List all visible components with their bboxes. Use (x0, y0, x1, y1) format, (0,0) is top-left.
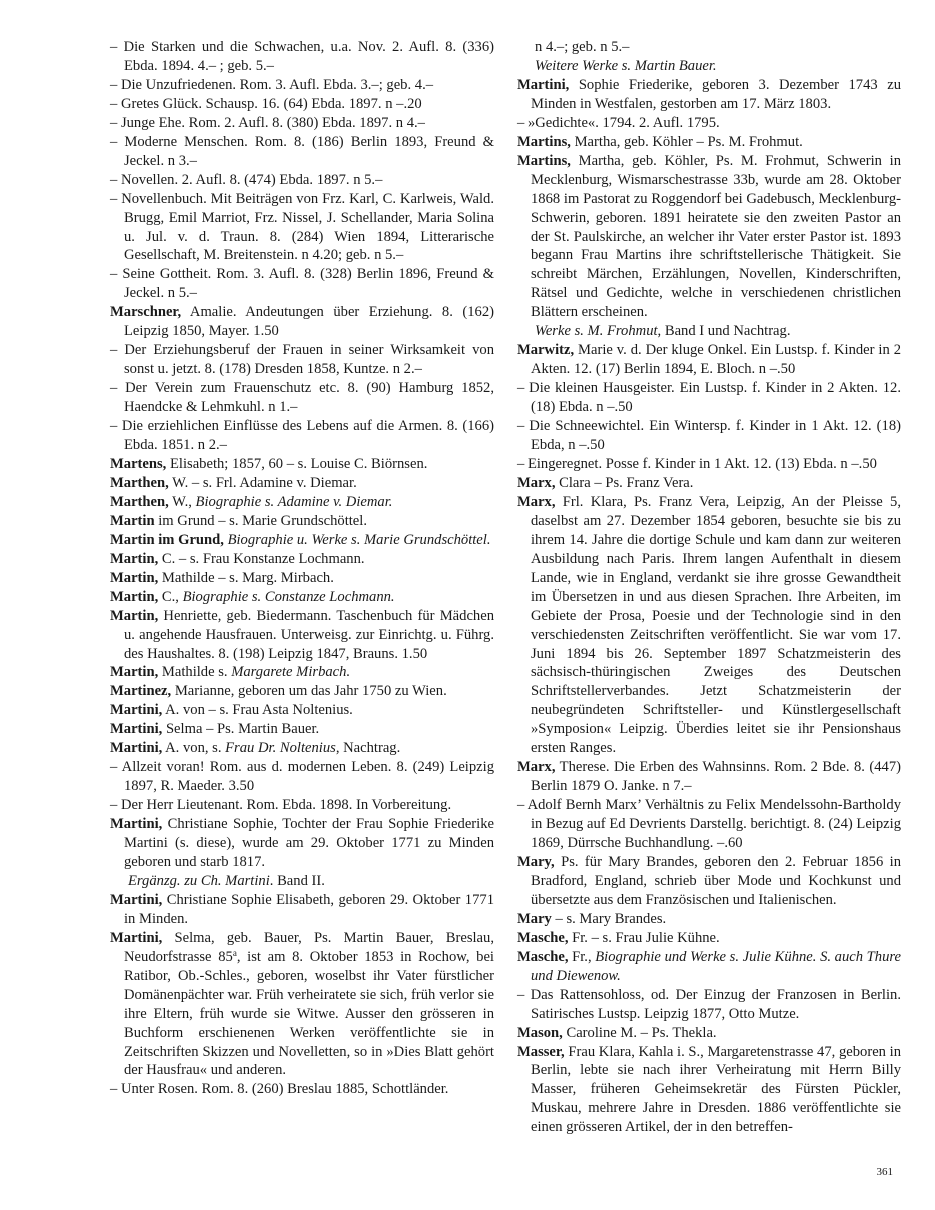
entry: – Eingeregnet. Posse f. Kinder in 1 Akt. 12. (13) Ebda. n –.50 (517, 455, 877, 472)
headword: Marthen, (110, 493, 169, 510)
entry: – »Gedichte«. 1794. 2. Aufl. 1795. (517, 114, 720, 131)
headword: Martin (110, 512, 155, 529)
entry: Werke s. M. Frohmut, Band I und Nachtrag. (535, 323, 791, 340)
headword: Martini, (110, 816, 163, 833)
entry: Martinez, Marianne, geboren um das Jahr 1750 zu Wien. (110, 683, 447, 700)
entry: – Die Starken und die Schwachen, u.a. Nov. 2. Aufl. 8. (336) Ebda. 1894. 4.– ; geb. 5.– (110, 39, 494, 74)
right-column (517, 38, 901, 1137)
entry: Martin, C., Biographie s. Constanze Lochmann. (110, 588, 395, 605)
entry: Martini, A. von, s. Frau Dr. Noltenius, Nachtrag. (110, 740, 401, 757)
headword: Martens, (110, 455, 167, 472)
entry: Martini, Selma – Ps. Martin Bauer. (110, 721, 320, 738)
headword: Martini, (110, 891, 163, 908)
headword: Masser, (517, 1043, 565, 1060)
entry: – Die Schneewichtel. Ein Wintersp. f. Kinder in 1 Akt. 12. (18) Ebda, n –.50 (517, 418, 901, 454)
entry: Masche, Fr. – s. Frau Julie Kühne. (517, 929, 720, 946)
headword: Martins, (517, 133, 571, 150)
headword: Martins, (517, 152, 571, 169)
entry: Martin, C. – s. Frau Konstanze Lochmann. (110, 550, 365, 567)
headword: Masche, (517, 929, 569, 946)
left-column (110, 38, 494, 1099)
entry: – Der Verein zum Frauenschutz etc. 8. (90) Hamburg 1852, Haendcke & Lehmkuhl. n 1.– (110, 380, 494, 416)
headword: Marschner, (110, 304, 182, 321)
entry: – Seine Gottheit. Rom. 3. Aufl. 8. (328) Berlin 1896, Freund & Jeckel. n 5.– (110, 266, 494, 302)
entry: Martens, Elisabeth; 1857, 60 – s. Louise C. Biörnsen. (110, 455, 428, 472)
entry: Marwitz, Marie v. d. Der kluge Onkel. Ein Lustsp. f. Kinder in 2 Akten. 12. (17) Berlin 1894, E. Bloch. n –.50 (517, 342, 901, 378)
entry: – Moderne Menschen. Rom. 8. (186) Berlin 1893, Freund & Jeckel. n 3.– (110, 133, 494, 169)
headword: Mason, (517, 1024, 563, 1041)
headword: Martin, (110, 664, 159, 681)
entry: Marthen, W. – s. Frl. Adamine v. Diemar. (110, 474, 357, 491)
entry: Marschner, Amalie. Andeutungen über Erziehung. 8. (162) Leipzig 1850, Mayer. 1.50 (110, 304, 494, 340)
entry: Martini, Christiane Sophie Elisabeth, geboren 29. Oktober 1771 in Minden. (110, 891, 494, 927)
entry: n 4.–; geb. n 5.– (535, 39, 630, 55)
entry: Martin im Grund – s. Marie Grundschöttel. (110, 512, 367, 529)
headword: Martin, (110, 607, 159, 624)
entry: Martin, Henriette, geb. Biedermann. Taschenbuch für Mädchen u. angehende Hausfrauen. Unterweisg. zur Einrichtg. u. Führg. des Haushaltes. 8. (198) Leipzig 1847, Brauns. 1.50 (110, 607, 494, 662)
headword: Martini, (110, 740, 163, 757)
headword: Mary (517, 910, 552, 927)
page-number: 361 (876, 1166, 893, 1178)
headword: Martin im Grund, (110, 531, 224, 548)
entry: – Novellenbuch. Mit Beiträgen von Frz. Karl, C. Karlweis, Wald. Brugg, Emil Marriot, Frz. Nissel, J. Schellander, Maria Solina u. Jul. v. d. Traun. 8. (284) Wien 1894, Litterarische Gesellschaft, M. Breitenstein. n 4.20; geb. n 5.– (110, 190, 494, 264)
headword: Marthen, (110, 474, 169, 491)
entry: Martini, Christiane Sophie, Tochter der Frau Sophie Friederike Martini (s. diese), wurde am 29. Oktober 1771 zu Minden geboren und starb 1817. (110, 816, 494, 870)
headword: Martin, (110, 569, 159, 586)
entry: – Die Unzufriedenen. Rom. 3. Aufl. Ebda. 3.–; geb. 4.– (110, 76, 434, 93)
headword: Martin, (110, 588, 159, 605)
entry: – Unter Rosen. Rom. 8. (260) Breslau 1885, Schottländer. (110, 1081, 449, 1098)
entry: Martini, Selma, geb. Bauer, Ps. Martin Bauer, Breslau, Neudorfstrasse 85$^a$, ist am 8. Oktober 1853 in Rochow, bei Ratibor, Ob.-Schles., geboren, woselbst ihr Vater fürstlicher Domänenpächter war. Früh verheiratete sie sich, früh verlor sie ihre Eltern, früh wurde sie Witwe. Ausser den grösseren in Buchform erschienenen Werken veröffentlichte sie in Zeitschriften Skizzen und Novelletten, so in »Dies Blatt gehört der Hausfrau« und anderen. (110, 929, 494, 1079)
entry: Marx, Clara – Ps. Franz Vera. (517, 474, 694, 491)
entry: Mary, Ps. für Mary Brandes, geboren den 2. Februar 1856 in Bradford, England, schrieb über Mode und Kochkunst und übersetzte aus dem Französischen und Italienischen. (517, 853, 901, 908)
entry: Marx, Therese. Die Erben des Wahnsinns. Rom. 2 Bde. 8. (447) Berlin 1879 O. Janke. n 7.– (517, 759, 901, 795)
headword: Mary, (517, 853, 555, 870)
entry: Martins, Martha, geb. Köhler – Ps. M. Frohmut. (517, 133, 803, 150)
entry: – Allzeit voran! Rom. aus d. modernen Leben. 8. (249) Leipzig 1897, R. Maeder. 3.50 (110, 759, 494, 795)
headword: Martinez, (110, 683, 172, 700)
entry: Weitere Werke s. Martin Bauer. (535, 57, 717, 74)
headword: Marx, (517, 759, 556, 776)
entry: Martin im Grund, Biographie u. Werke s. Marie Grundschöttel. (110, 531, 491, 548)
entry: Masche, Fr., Biographie und Werke s. Julie Kühne. S. auch Thure und Diewenow. (517, 948, 901, 984)
entry: Ergänzg. zu Ch. Martini. Band II. (128, 872, 325, 889)
entry: Marx, Frl. Klara, Ps. Franz Vera, Leipzig, An der Pleisse 5, daselbst am 27. Dezember 1854 geboren, besuchte sie bis zu ihrem 14. Jahre die dortige Schule und kam dann zur weiteren Ausbildung nach Paris. Ihrem langen Aufenthalt in diesem Lande, wie in England, verdankt sie ihre grosse Gewandtheit im Übersetzen in und aus diesen Sprachen. Ihre Arbeiten, im Gebiete der Prosa, Poesie und der Technologie sind in den verschiedensten Zeitschriften veröffentlicht. Sie war vom 17. Juni 1894 bis 26. September 1897 Schatzmeisterin des sächsisch-thüringischen Zweiges des Deutschen Schriftstellerverbandes. Jetzt Schatzmeisterin der neubegründeten Schriftsteller- und Künstlergesellschaft »Symposion« Leipzig. Überdies leitet sie ihr Pensionshaus ersten Ranges. (517, 493, 901, 757)
entry: Martini, A. von – s. Frau Asta Noltenius. (110, 702, 353, 719)
headword: Martini, (110, 929, 163, 946)
headword: Marx, (517, 493, 556, 510)
entry: Martin, Mathilde s. Margarete Mirbach. (110, 664, 351, 681)
entry: Martins, Martha, geb. Köhler, Ps. M. Frohmut, Schwerin in Mecklenburg, Wismarschestrasse 33b, wurde am 28. Oktober 1868 im Pastorat zu Roggendorf bei Gadebusch, Mecklenburg-Schwerin, geboren. 1891 heiratete sie den zweiten Pastor an der St. Paulskirche, an welcher ihr Vater erster Pastor ist. 1893 begann Frau Martins ihre schriftstellerische Thätigkeit. Sie schreibt Märchen, Erzählungen, Novellen, Kinderschriften, Rätsel und Gedichte, welche in verschiedenen christlichen Blättern erscheinen. (517, 152, 901, 321)
headword: Martini, (110, 721, 163, 738)
headword: Martini, (517, 76, 570, 93)
headword: Masche, (517, 948, 569, 965)
entry: – Die erziehlichen Einflüsse des Lebens auf die Armen. 8. (166) Ebda. 1851. n 2.– (110, 418, 494, 454)
entry: Martin, Mathilde – s. Marg. Mirbach. (110, 569, 334, 586)
entry: Masser, Frau Klara, Kahla i. S., Margaretenstrasse 47, geboren in Berlin, lebte sie nach ihrer Verheiratung mit Herrn Billy Masser, früheren Geheimsekretär des Fürsten Pückler, Muskau, mehrere Jahre in Dresden. 1886 veröffentlichte sie einen grösseren Artikel, der in den betreffen- (517, 1043, 901, 1136)
entry: – Die kleinen Hausgeister. Ein Lustsp. f. Kinder in 2 Akten. 12. (18) Ebda. n –.50 (517, 380, 901, 416)
entry: – Das Rattensohloss, od. Der Einzug der Franzosen in Berlin. Satirisches Lustsp. Leipzig 1877, Otto Mutze. (517, 986, 901, 1022)
headword: Marwitz, (517, 342, 575, 359)
entry: Mary – s. Mary Brandes. (517, 910, 667, 927)
entry: – Gretes Glück. Schausp. 16. (64) Ebda. 1897. n –.20 (110, 95, 422, 112)
entry: Martini, Sophie Friederike, geboren 3. Dezember 1743 zu Minden in Westfalen, gestorben am 17. März 1803. (517, 76, 901, 112)
entry: Marthen, W., Biographie s. Adamine v. Diemar. (110, 493, 393, 510)
entry: – Der Herr Lieutenant. Rom. Ebda. 1898. In Vorbereitung. (110, 797, 452, 814)
entry: Mason, Caroline M. – Ps. Thekla. (517, 1024, 717, 1041)
headword: Martin, (110, 550, 159, 567)
entry: – Novellen. 2. Aufl. 8. (474) Ebda. 1897. n 5.– (110, 171, 383, 188)
entry: – Der Erziehungsberuf der Frauen in seiner Wirksamkeit von sonst u. jetzt. 8. (178) Dresden 1858, Kuntze. n 2.– (110, 342, 494, 378)
entry: – Adolf Bernh Marx’ Verhältnis zu Felix Mendelssohn-Bartholdy in Bezug auf Ed Devrients Darstellg. berichtigt. 8. (24) Leipzig 1869, Dürrsche Buchhandlung. –.60 (517, 797, 901, 852)
entry: – Junge Ehe. Rom. 2. Aufl. 8. (380) Ebda. 1897. n 4.– (110, 114, 425, 131)
headword: Martini, (110, 702, 163, 719)
headword: Marx, (517, 474, 556, 491)
